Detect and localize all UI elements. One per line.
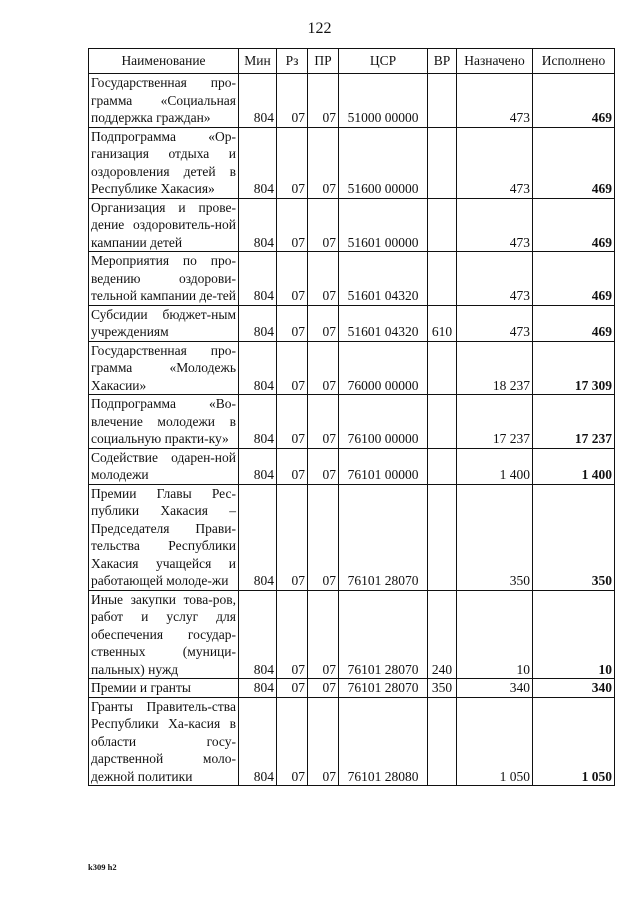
- row-rz: 07: [277, 198, 308, 252]
- row-vr: 350: [428, 679, 457, 698]
- row-assigned: 17 237: [457, 395, 533, 449]
- row-assigned: 473: [457, 252, 533, 306]
- row-name: Подпрограмма «Во-влечение молодежи в социальную практи-ку»: [89, 395, 239, 449]
- table-row: [89, 341, 615, 395]
- row-pr: 07: [308, 484, 339, 590]
- row-vr: [428, 198, 457, 252]
- header-min: Мин: [239, 49, 277, 74]
- header-name: Наименование: [89, 49, 239, 74]
- row-min: 804: [239, 305, 277, 341]
- row-assigned: 473: [457, 127, 533, 198]
- header-vr: ВР: [428, 49, 457, 74]
- budget-table: [88, 48, 615, 786]
- row-csr: 51600 00000: [339, 127, 428, 198]
- row-pr: 07: [308, 448, 339, 484]
- table-row: [89, 679, 615, 698]
- row-csr: 76101 00000: [339, 448, 428, 484]
- row-vr: [428, 697, 457, 786]
- row-vr: [428, 127, 457, 198]
- row-assigned: 473: [457, 305, 533, 341]
- row-pr: 07: [308, 305, 339, 341]
- row-rz: 07: [277, 679, 308, 698]
- row-name: Субсидии бюджет-ным учреждениям: [89, 305, 239, 341]
- row-min: 804: [239, 198, 277, 252]
- header-csr: ЦСР: [339, 49, 428, 74]
- row-name: Государственная про-грамма «Социальная поддержка граждан»: [89, 74, 239, 128]
- row-min: 804: [239, 74, 277, 128]
- row-vr: [428, 341, 457, 395]
- row-pr: 07: [308, 341, 339, 395]
- row-executed: 469: [533, 74, 615, 128]
- row-rz: 07: [277, 305, 308, 341]
- row-name: Иные закупки това-ров, работ и услуг для обеспечения государ-ственных (муници-пальных) нужд: [89, 590, 239, 679]
- row-rz: 07: [277, 127, 308, 198]
- row-executed: 1 050: [533, 697, 615, 786]
- row-vr: [428, 395, 457, 449]
- row-min: 804: [239, 395, 277, 449]
- row-executed: 469: [533, 198, 615, 252]
- row-vr: 240: [428, 590, 457, 679]
- row-name: Подпрограмма «Ор-ганизация отдыха и оздоровления детей в Республике Хакасия»: [89, 127, 239, 198]
- header-executed: Исполнено: [533, 49, 615, 74]
- row-csr: 51000 00000: [339, 74, 428, 128]
- row-csr: 76100 00000: [339, 395, 428, 449]
- row-csr: 76101 28070: [339, 590, 428, 679]
- row-pr: 07: [308, 697, 339, 786]
- row-csr: 51601 04320: [339, 305, 428, 341]
- row-rz: 07: [277, 697, 308, 786]
- row-min: 804: [239, 252, 277, 306]
- row-min: 804: [239, 697, 277, 786]
- row-pr: 07: [308, 679, 339, 698]
- row-name: Содействие одарен-ной молодежи: [89, 448, 239, 484]
- row-rz: 07: [277, 252, 308, 306]
- table-row: [89, 252, 615, 306]
- row-executed: 17 309: [533, 341, 615, 395]
- header-pr: ПР: [308, 49, 339, 74]
- row-assigned: 1 050: [457, 697, 533, 786]
- row-rz: 07: [277, 74, 308, 128]
- table-row: [89, 305, 615, 341]
- table-header-row: [89, 49, 615, 74]
- row-vr: [428, 74, 457, 128]
- table-row: [89, 127, 615, 198]
- row-assigned: 350: [457, 484, 533, 590]
- row-csr: 51601 04320: [339, 252, 428, 306]
- row-min: 804: [239, 679, 277, 698]
- row-assigned: 1 400: [457, 448, 533, 484]
- row-name: Гранты Правитель-ства Республики Ха-касия в области госу-дарственной моло-дежной политики: [89, 697, 239, 786]
- row-rz: 07: [277, 484, 308, 590]
- row-name: Организация и прове-дение оздоровитель-ной кампании детей: [89, 198, 239, 252]
- row-name: Премии Главы Рес-публики Хакасия – Председателя Прави-тельства Республики Хакасия учащейся и работающей молоде-жи: [89, 484, 239, 590]
- row-executed: 350: [533, 484, 615, 590]
- row-name: Государственная про-грамма «Молодежь Хакасии»: [89, 341, 239, 395]
- row-executed: 340: [533, 679, 615, 698]
- row-rz: 07: [277, 341, 308, 395]
- table-row: [89, 697, 615, 786]
- row-executed: 469: [533, 305, 615, 341]
- row-executed: 469: [533, 127, 615, 198]
- row-csr: 76101 28080: [339, 697, 428, 786]
- row-min: 804: [239, 448, 277, 484]
- row-name: Мероприятия по про-ведению оздорови-тельной кампании де-тей: [89, 252, 239, 306]
- table-row: [89, 590, 615, 679]
- row-csr: 51601 00000: [339, 198, 428, 252]
- row-pr: 07: [308, 252, 339, 306]
- row-executed: 10: [533, 590, 615, 679]
- table-row: [89, 395, 615, 449]
- row-pr: 07: [308, 127, 339, 198]
- row-executed: 469: [533, 252, 615, 306]
- table-row: [89, 198, 615, 252]
- row-csr: 76000 00000: [339, 341, 428, 395]
- row-pr: 07: [308, 198, 339, 252]
- row-pr: 07: [308, 395, 339, 449]
- row-executed: 1 400: [533, 448, 615, 484]
- row-assigned: 18 237: [457, 341, 533, 395]
- header-assigned: Назначено: [457, 49, 533, 74]
- row-rz: 07: [277, 448, 308, 484]
- table-row: [89, 74, 615, 128]
- row-assigned: 340: [457, 679, 533, 698]
- row-min: 804: [239, 341, 277, 395]
- row-name: Премии и гранты: [89, 679, 239, 698]
- table-body: [89, 74, 615, 786]
- row-min: 804: [239, 127, 277, 198]
- table-row: [89, 484, 615, 590]
- row-min: 804: [239, 590, 277, 679]
- header-rz: Рз: [277, 49, 308, 74]
- row-assigned: 473: [457, 74, 533, 128]
- row-assigned: 473: [457, 198, 533, 252]
- table-row: [89, 448, 615, 484]
- row-pr: 07: [308, 74, 339, 128]
- row-csr: 76101 28070: [339, 484, 428, 590]
- row-vr: 610: [428, 305, 457, 341]
- row-rz: 07: [277, 590, 308, 679]
- row-vr: [428, 252, 457, 306]
- footer-code: k309 h2: [88, 862, 117, 872]
- row-pr: 07: [308, 590, 339, 679]
- row-rz: 07: [277, 395, 308, 449]
- row-csr: 76101 28070: [339, 679, 428, 698]
- row-vr: [428, 484, 457, 590]
- row-vr: [428, 448, 457, 484]
- row-min: 804: [239, 484, 277, 590]
- row-assigned: 10: [457, 590, 533, 679]
- page-number: 122: [307, 20, 332, 37]
- row-executed: 17 237: [533, 395, 615, 449]
